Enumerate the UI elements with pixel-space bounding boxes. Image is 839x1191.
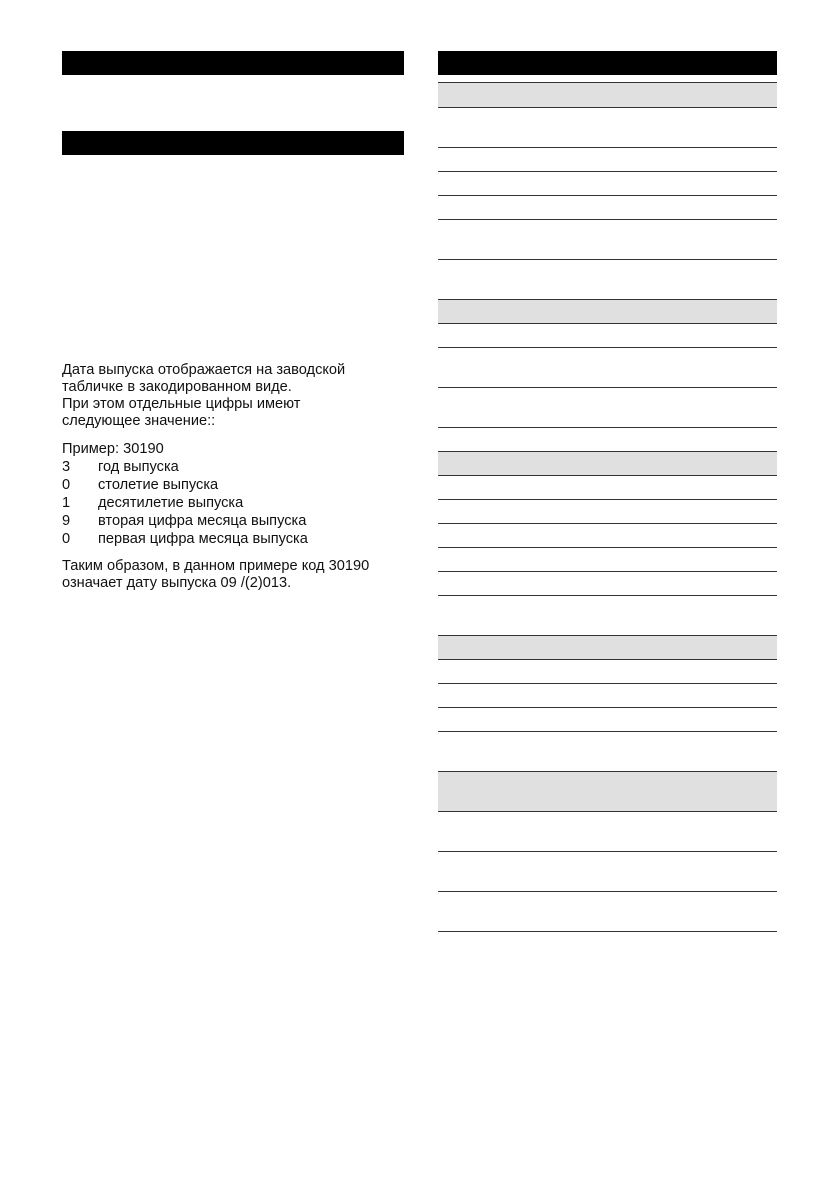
- table-row: [438, 708, 777, 732]
- table-row: [438, 476, 777, 500]
- code-meaning: десятилетие выпуска: [98, 495, 244, 511]
- manufacture-date-section: [62, 362, 404, 592]
- code-digit-row: [62, 476, 404, 494]
- date-intro-line-3: При этом отдельные цифры имеют: [62, 396, 301, 412]
- code-digit: 0: [62, 531, 71, 547]
- code-digit: 0: [62, 477, 71, 493]
- date-intro-line-1: Дата выпуска отображается на заводской: [62, 362, 346, 378]
- table-row: [438, 684, 777, 708]
- table-row: [438, 812, 777, 852]
- code-digit: 1: [62, 495, 71, 511]
- date-intro-paragraph: [62, 362, 404, 430]
- table-row: [438, 220, 777, 260]
- table-section-header: [438, 300, 777, 324]
- code-digit-row: [62, 494, 404, 512]
- table-row: [438, 572, 777, 596]
- code-digit: 3: [62, 459, 71, 475]
- date-conclusion-paragraph: [62, 558, 404, 592]
- table-section-header: [438, 83, 777, 108]
- table-section-header: [438, 636, 777, 660]
- technical-data-table: [438, 82, 777, 932]
- table-section-header: [438, 452, 777, 476]
- table-section-header: [438, 772, 777, 812]
- table-row: [438, 196, 777, 220]
- table-row: [438, 548, 777, 572]
- example-label: Пример: 30190: [62, 441, 164, 457]
- table-row: [438, 596, 777, 636]
- table-row: [438, 108, 777, 148]
- table-row: [438, 148, 777, 172]
- table-row: [438, 388, 777, 428]
- code-digit: 9: [62, 513, 71, 529]
- table-row: [438, 524, 777, 548]
- table-row: [438, 172, 777, 196]
- code-digit-list: [62, 458, 404, 548]
- date-intro-line-4: следующее значение::: [62, 413, 216, 429]
- code-meaning: столетие выпуска: [98, 477, 219, 493]
- table-row: [438, 732, 777, 772]
- table-row: [438, 660, 777, 684]
- section-header-bar-1: [62, 51, 404, 75]
- section-header-bar-2: [62, 131, 404, 155]
- code-meaning: год выпуска: [98, 459, 179, 475]
- date-conclusion-line-2: означает дату выпуска 09 /(2)013.: [62, 575, 292, 591]
- date-conclusion-line-1: Таким образом, в данном примере код 30190: [62, 558, 370, 574]
- table-row: [438, 500, 777, 524]
- table-row: [438, 348, 777, 388]
- code-meaning: вторая цифра месяца выпуска: [98, 513, 307, 529]
- code-digit-row: [62, 530, 404, 548]
- code-digit-row: [62, 458, 404, 476]
- code-digit-row: [62, 512, 404, 530]
- table-row: [438, 892, 777, 932]
- date-intro-line-2: табличке в закодированном виде.: [62, 379, 292, 395]
- table-row: [438, 852, 777, 892]
- specs-header-bar: [438, 51, 777, 75]
- table-row: [438, 428, 777, 452]
- table-row: [438, 260, 777, 300]
- code-meaning: первая цифра месяца выпуска: [98, 531, 308, 547]
- table-row: [438, 324, 777, 348]
